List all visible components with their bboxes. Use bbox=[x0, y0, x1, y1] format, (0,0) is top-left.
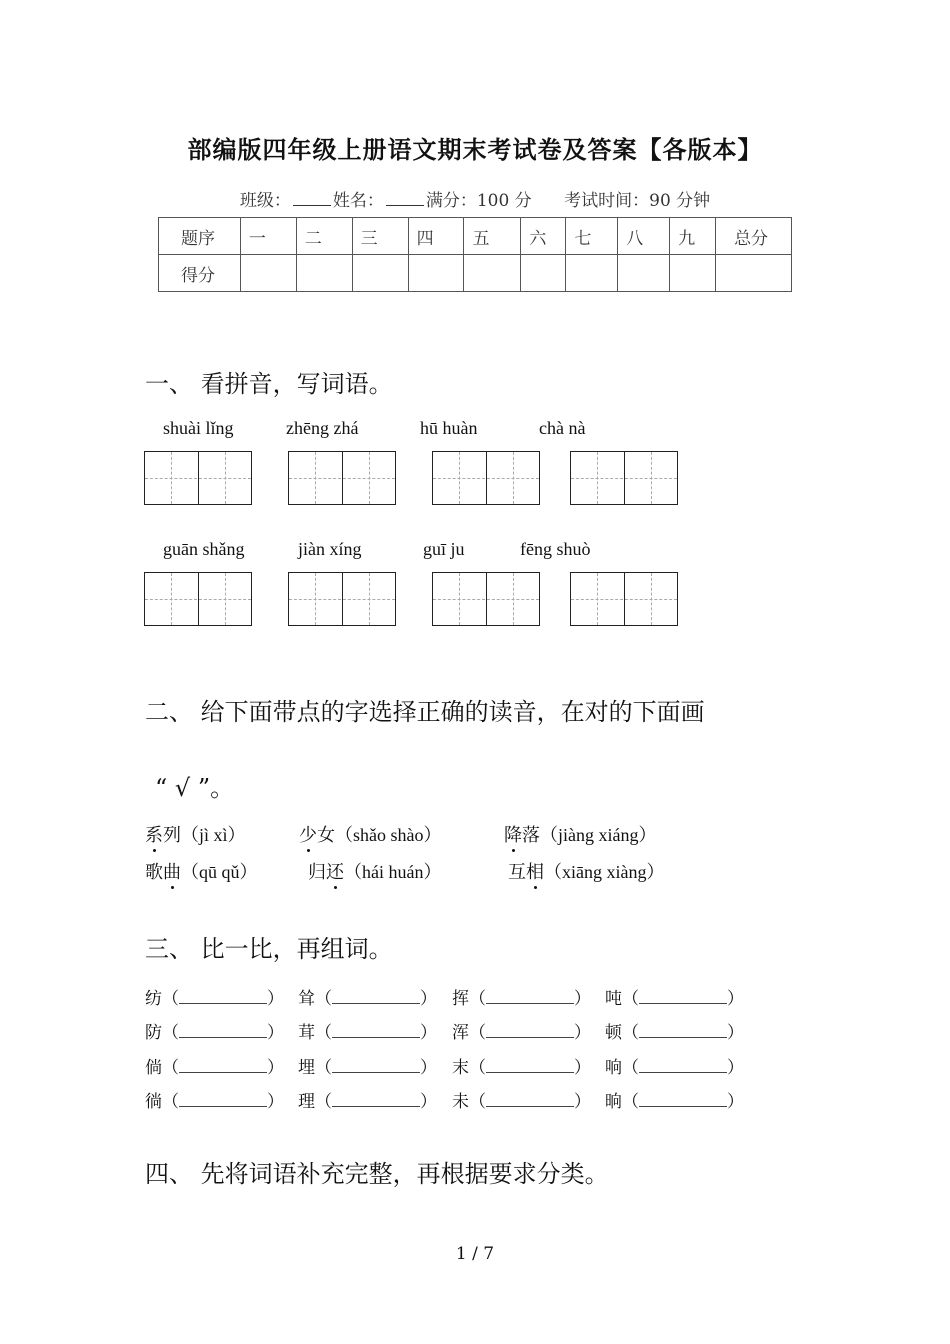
answer-blank[interactable] bbox=[332, 1094, 420, 1107]
word-group-item bbox=[298, 984, 437, 1009]
word-group-item bbox=[605, 1087, 744, 1112]
paren-close: ） bbox=[420, 1023, 437, 1043]
answer-blank[interactable] bbox=[332, 1060, 420, 1073]
word-group-item bbox=[605, 1053, 744, 1078]
compare-char: 未 bbox=[452, 1092, 469, 1112]
exam-info bbox=[0, 186, 950, 211]
paren-close: ） bbox=[574, 989, 591, 1009]
reading-choice-item bbox=[504, 821, 656, 847]
pinyin-label: fēng shuò bbox=[520, 539, 591, 559]
score-cell[interactable] bbox=[566, 255, 618, 292]
paren-open: （ bbox=[315, 1058, 332, 1078]
score-cell[interactable] bbox=[352, 255, 408, 292]
compare-char: 茸 bbox=[298, 1023, 315, 1043]
answer-blank[interactable] bbox=[639, 991, 727, 1004]
writing-grid[interactable] bbox=[570, 572, 678, 626]
score-cell[interactable] bbox=[408, 255, 464, 292]
compare-char: 晌 bbox=[605, 1092, 622, 1112]
answer-blank[interactable] bbox=[639, 1025, 727, 1038]
paren-close: ） bbox=[420, 1058, 437, 1078]
compare-char: 防 bbox=[145, 1023, 162, 1043]
dotted-char: 曲 bbox=[163, 862, 181, 883]
score-cell[interactable] bbox=[670, 255, 716, 292]
pinyin-label: shuài lǐng bbox=[163, 418, 234, 438]
full-score: 满分：100 分 bbox=[425, 191, 532, 211]
pinyin-label: chà nà bbox=[539, 418, 586, 438]
word-group-item bbox=[145, 1053, 284, 1078]
paren-open: （ bbox=[622, 1023, 639, 1043]
pinyin-label: guān shǎng bbox=[163, 539, 245, 559]
compare-char: 纺 bbox=[145, 989, 162, 1009]
reading-options[interactable]: （shǎo shào） bbox=[335, 825, 442, 845]
score-cell[interactable] bbox=[521, 255, 566, 292]
reading-options[interactable]: （jiàng xiáng） bbox=[540, 825, 657, 845]
dotted-char: 少 bbox=[299, 825, 317, 846]
pinyin-label: jiàn xíng bbox=[298, 539, 362, 559]
paren-close: ） bbox=[574, 1058, 591, 1078]
answer-blank[interactable] bbox=[639, 1094, 727, 1107]
compare-char: 挥 bbox=[452, 989, 469, 1009]
word-group-item bbox=[298, 1053, 437, 1078]
class-label: 班级： bbox=[239, 191, 291, 211]
score-table bbox=[158, 217, 792, 292]
paren-open: （ bbox=[622, 989, 639, 1009]
reading-options[interactable]: （qū qǔ） bbox=[181, 862, 258, 882]
answer-blank[interactable] bbox=[486, 1060, 574, 1073]
word-group-item bbox=[605, 984, 744, 1009]
reading-options[interactable]: （hái huán） bbox=[344, 862, 442, 882]
word-group-item bbox=[298, 1087, 437, 1112]
score-cell[interactable] bbox=[240, 255, 296, 292]
section2-heading: 二、 给下面带点的字选择正确的读音，在对的下面画 bbox=[145, 698, 705, 726]
answer-blank[interactable] bbox=[486, 991, 574, 1004]
paren-open: （ bbox=[315, 1092, 332, 1112]
paren-close: ） bbox=[727, 989, 744, 1009]
word-pre: 归 bbox=[308, 862, 326, 883]
paren-close: ） bbox=[420, 1092, 437, 1112]
word-pre: 互 bbox=[508, 862, 526, 883]
paren-close: ） bbox=[420, 989, 437, 1009]
paren-close: ） bbox=[727, 1058, 744, 1078]
writing-grid[interactable] bbox=[432, 572, 540, 626]
reading-choice-item bbox=[508, 858, 664, 884]
pinyin-label: hū huàn bbox=[420, 418, 478, 438]
word-group-item bbox=[452, 1087, 591, 1112]
score-cell[interactable] bbox=[296, 255, 352, 292]
answer-blank[interactable] bbox=[486, 1094, 574, 1107]
word-group-item bbox=[452, 1018, 591, 1043]
dotted-char: 降 bbox=[504, 825, 522, 846]
paren-open: （ bbox=[315, 1023, 332, 1043]
word-rest: 落 bbox=[522, 825, 540, 846]
section1-heading: 一、 看拼音，写词语。 bbox=[145, 370, 393, 398]
paren-open: （ bbox=[469, 1092, 486, 1112]
class-blank[interactable] bbox=[293, 191, 331, 206]
paren-open: （ bbox=[469, 1023, 486, 1043]
header-cell: 九 bbox=[670, 218, 716, 255]
paren-close: ） bbox=[267, 1092, 284, 1112]
reading-choice-item bbox=[308, 858, 441, 884]
header-cell: 总分 bbox=[716, 218, 792, 255]
paren-open: （ bbox=[622, 1058, 639, 1078]
word-rest: 列 bbox=[163, 825, 181, 846]
writing-grid[interactable] bbox=[570, 451, 678, 505]
answer-blank[interactable] bbox=[179, 1025, 267, 1038]
score-cell[interactable] bbox=[618, 255, 670, 292]
paren-open: （ bbox=[315, 989, 332, 1009]
paren-close: ） bbox=[267, 989, 284, 1009]
writing-grid[interactable] bbox=[288, 451, 396, 505]
compare-char: 响 bbox=[605, 1058, 622, 1078]
answer-blank[interactable] bbox=[639, 1060, 727, 1073]
writing-grid[interactable] bbox=[144, 572, 252, 626]
reading-choice-item bbox=[145, 821, 246, 847]
paren-close: ） bbox=[574, 1023, 591, 1043]
reading-choice-item bbox=[145, 858, 258, 884]
header-cell: 一 bbox=[240, 218, 296, 255]
paren-open: （ bbox=[469, 989, 486, 1009]
writing-grid[interactable] bbox=[288, 572, 396, 626]
answer-blank[interactable] bbox=[332, 1025, 420, 1038]
compare-char: 顿 bbox=[605, 1023, 622, 1043]
paren-close: ） bbox=[727, 1092, 744, 1112]
header-cell: 四 bbox=[408, 218, 464, 255]
reading-options[interactable]: （xiāng xiàng） bbox=[544, 862, 665, 882]
header-cell: 二 bbox=[296, 218, 352, 255]
word-group-item bbox=[145, 1087, 284, 1112]
paren-open: （ bbox=[162, 989, 179, 1009]
pinyin-label: zhēng zhá bbox=[286, 418, 359, 438]
paren-open: （ bbox=[162, 1058, 179, 1078]
word-pre: 歌 bbox=[145, 862, 163, 883]
word-group-item bbox=[145, 984, 284, 1009]
score-cell[interactable] bbox=[716, 255, 792, 292]
exam-time: 考试时间：90 分钟 bbox=[564, 191, 711, 211]
page-number: 1 / 7 bbox=[455, 1244, 495, 1264]
compare-char: 倘 bbox=[145, 1058, 162, 1078]
compare-char: 徜 bbox=[145, 1092, 162, 1112]
reading-options[interactable]: （jì xì） bbox=[181, 825, 246, 845]
writing-grid[interactable] bbox=[432, 451, 540, 505]
header-cell: 三 bbox=[352, 218, 408, 255]
score-row-label: 得分 bbox=[159, 255, 241, 292]
header-cell: 题序 bbox=[159, 218, 241, 255]
answer-blank[interactable] bbox=[486, 1025, 574, 1038]
compare-char: 吨 bbox=[605, 989, 622, 1009]
header-cell: 八 bbox=[618, 218, 670, 255]
answer-blank[interactable] bbox=[179, 1060, 267, 1073]
compare-char: 理 bbox=[298, 1092, 315, 1112]
score-cell[interactable] bbox=[464, 255, 521, 292]
dotted-char: 相 bbox=[526, 862, 544, 883]
compare-char: 耸 bbox=[298, 989, 315, 1009]
page-title: 部编版四年级上册语文期末考试卷及答案【各版本】 bbox=[187, 135, 763, 164]
name-blank[interactable] bbox=[386, 191, 424, 206]
header-cell: 七 bbox=[566, 218, 618, 255]
compare-char: 末 bbox=[452, 1058, 469, 1078]
dotted-char: 还 bbox=[326, 862, 344, 883]
paren-open: （ bbox=[469, 1058, 486, 1078]
section3-heading: 三、 比一比，再组词。 bbox=[145, 935, 393, 963]
word-group-item bbox=[298, 1018, 437, 1043]
name-label: 姓名： bbox=[332, 191, 384, 211]
word-group-item bbox=[145, 1018, 284, 1043]
word-group-item bbox=[605, 1018, 744, 1043]
pinyin-label: guī ju bbox=[423, 539, 465, 559]
header-cell: 五 bbox=[464, 218, 521, 255]
word-group-item bbox=[452, 984, 591, 1009]
paren-close: ） bbox=[574, 1092, 591, 1112]
answer-blank[interactable] bbox=[179, 991, 267, 1004]
answer-blank[interactable] bbox=[332, 991, 420, 1004]
compare-char: 浑 bbox=[452, 1023, 469, 1043]
reading-choice-item bbox=[299, 821, 442, 847]
header-cell: 六 bbox=[521, 218, 566, 255]
writing-grid[interactable] bbox=[144, 451, 252, 505]
score-table-score-row bbox=[159, 255, 792, 292]
section4-heading: 四、 先将词语补充完整，再根据要求分类。 bbox=[145, 1160, 609, 1188]
paren-open: （ bbox=[622, 1092, 639, 1112]
section2-heading-cont: “ √ ”。 bbox=[155, 774, 235, 802]
score-table-header-row bbox=[159, 218, 792, 255]
paren-close: ） bbox=[727, 1023, 744, 1043]
paren-close: ） bbox=[267, 1058, 284, 1078]
compare-char: 埋 bbox=[298, 1058, 315, 1078]
word-rest: 女 bbox=[317, 825, 335, 846]
dotted-char: 系 bbox=[145, 825, 163, 846]
paren-open: （ bbox=[162, 1023, 179, 1043]
paren-open: （ bbox=[162, 1092, 179, 1112]
answer-blank[interactable] bbox=[179, 1094, 267, 1107]
paren-close: ） bbox=[267, 1023, 284, 1043]
word-group-item bbox=[452, 1053, 591, 1078]
